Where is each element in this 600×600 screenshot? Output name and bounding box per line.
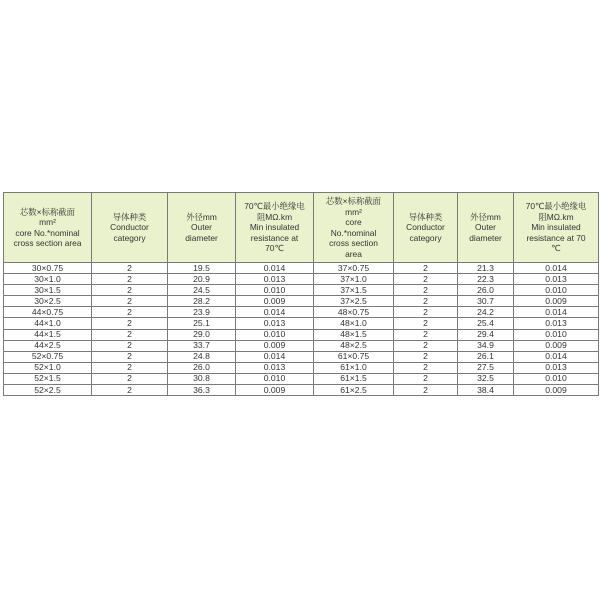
core-spec-cell: 44×2.5 (4, 340, 92, 351)
conductor-category-cell: 2 (92, 351, 168, 362)
table-row (4, 307, 599, 318)
outer-diameter-cell: 36.3 (168, 385, 236, 396)
conductor-category-cell: 2 (394, 296, 458, 307)
header-line: No.*nominal (330, 227, 377, 238)
outer-diameter-cell: 26.0 (458, 285, 514, 296)
insulation-resistance-cell: 0.014 (236, 351, 314, 362)
conductor-category-cell: 2 (92, 318, 168, 329)
header-conductor-category (92, 193, 168, 263)
core-spec-cell: 37×2.5 (314, 296, 394, 307)
core-spec-cell: 52×1.5 (4, 373, 92, 384)
outer-diameter-cell: 25.4 (458, 318, 514, 329)
table-row (4, 274, 599, 285)
header-min-insulation-resistance (236, 193, 314, 263)
outer-diameter-cell: 26.1 (458, 351, 514, 362)
core-spec-cell: 52×2.5 (4, 385, 92, 396)
insulation-resistance-cell: 0.013 (236, 318, 314, 329)
outer-diameter-cell: 21.3 (458, 263, 514, 274)
table-row (4, 263, 599, 274)
insulation-resistance-cell: 0.013 (514, 362, 599, 373)
insulation-resistance-cell: 0.014 (514, 263, 599, 274)
outer-diameter-cell: 24.2 (458, 307, 514, 318)
header-line: 70℃ (265, 243, 284, 254)
header-line: 阻MΩ.km (256, 211, 293, 222)
insulation-resistance-cell: 0.013 (236, 362, 314, 373)
insulation-resistance-cell: 0.010 (236, 373, 314, 384)
header-line: 外径mm (470, 211, 501, 222)
insulation-resistance-cell: 0.009 (514, 385, 599, 396)
outer-diameter-cell: 22.3 (458, 274, 514, 285)
outer-diameter-cell: 29.0 (168, 329, 236, 340)
outer-diameter-cell: 26.0 (168, 362, 236, 373)
cable-spec-table (3, 192, 599, 396)
conductor-category-cell: 2 (92, 285, 168, 296)
header-line: Min insulated (249, 222, 300, 233)
core-spec-cell: 37×1.5 (314, 285, 394, 296)
outer-diameter-cell: 25.1 (168, 318, 236, 329)
outer-diameter-cell: 27.5 (458, 362, 514, 373)
header-line: Conductor (406, 222, 445, 233)
core-spec-cell: 37×1.0 (314, 274, 394, 285)
table-row (4, 351, 599, 362)
insulation-resistance-cell: 0.014 (236, 307, 314, 318)
conductor-category-cell: 2 (92, 274, 168, 285)
conductor-category-cell: 2 (394, 285, 458, 296)
core-spec-cell: 48×0.75 (314, 307, 394, 318)
insulation-resistance-cell: 0.009 (236, 340, 314, 351)
conductor-category-cell: 2 (92, 373, 168, 384)
outer-diameter-cell: 20.9 (168, 274, 236, 285)
core-spec-cell: 44×1.0 (4, 318, 92, 329)
conductor-category-cell: 2 (92, 263, 168, 274)
header-row (4, 193, 599, 263)
outer-diameter-cell: 24.5 (168, 285, 236, 296)
header-line: ℃ (551, 243, 561, 254)
core-spec-cell: 61×0.75 (314, 351, 394, 362)
outer-diameter-cell: 24.8 (168, 351, 236, 362)
insulation-resistance-cell: 0.010 (514, 329, 599, 340)
header-line: cross section (329, 238, 378, 248)
insulation-resistance-cell: 0.013 (514, 318, 599, 329)
header-line: diameter (469, 232, 502, 243)
conductor-category-cell: 2 (92, 340, 168, 351)
header-line: 导体种类 (112, 211, 147, 222)
core-spec-cell: 61×2.5 (314, 385, 394, 396)
header-line: 导体种类 (408, 211, 443, 222)
insulation-resistance-cell: 0.013 (236, 274, 314, 285)
outer-diameter-cell: 19.5 (168, 263, 236, 274)
core-spec-cell: 48×1.5 (314, 329, 394, 340)
header-min-insulation-resistance-2 (514, 193, 599, 263)
table-row (4, 340, 599, 351)
insulation-resistance-cell: 0.009 (236, 385, 314, 396)
table-row (4, 385, 599, 396)
conductor-category-cell: 2 (394, 329, 458, 340)
conductor-category-cell: 2 (92, 296, 168, 307)
conductor-category-cell: 2 (394, 274, 458, 285)
core-spec-cell: 30×2.5 (4, 296, 92, 307)
outer-diameter-cell: 30.8 (168, 373, 236, 384)
outer-diameter-cell: 33.7 (168, 340, 236, 351)
table-row (4, 362, 599, 373)
header-outer-diameter-2 (458, 193, 514, 263)
header-line: category (409, 232, 442, 243)
core-spec-cell: 48×1.0 (314, 318, 394, 329)
header-line: 外径mm (186, 211, 217, 222)
core-spec-cell: 61×1.0 (314, 362, 394, 373)
conductor-category-cell: 2 (394, 307, 458, 318)
insulation-resistance-cell: 0.013 (514, 274, 599, 285)
insulation-resistance-cell: 0.014 (514, 307, 599, 318)
table-row (4, 373, 599, 384)
table-row (4, 329, 599, 340)
conductor-category-cell: 2 (92, 329, 168, 340)
conductor-category-cell: 2 (92, 385, 168, 396)
header-line: Outer (475, 222, 496, 233)
header-line: Outer (191, 222, 212, 233)
outer-diameter-cell: 34.9 (458, 340, 514, 351)
header-line: resistance at (250, 232, 299, 243)
header-line: 芯数×标称截面 (325, 196, 382, 206)
header-core-cross-section-2 (314, 193, 394, 263)
header-line: 70℃最小绝缘电 (525, 201, 587, 212)
header-line: mm² (39, 217, 56, 227)
table-row (4, 318, 599, 329)
outer-diameter-cell: 28.2 (168, 296, 236, 307)
header-outer-diameter (168, 193, 236, 263)
header-line: 70℃最小绝缘电 (244, 201, 305, 212)
header-line: Conductor (110, 222, 149, 233)
core-spec-cell: 52×0.75 (4, 351, 92, 362)
header-line: Min insulated (531, 222, 581, 233)
outer-diameter-cell: 23.9 (168, 307, 236, 318)
outer-diameter-cell: 29.4 (458, 329, 514, 340)
core-spec-cell: 30×1.0 (4, 274, 92, 285)
core-spec-cell: 37×0.75 (314, 263, 394, 274)
outer-diameter-cell: 30.7 (458, 296, 514, 307)
table-header (4, 193, 599, 263)
core-spec-cell: 48×2.5 (314, 340, 394, 351)
insulation-resistance-cell: 0.010 (236, 329, 314, 340)
header-line: core (345, 217, 362, 227)
core-spec-cell: 44×0.75 (4, 307, 92, 318)
insulation-resistance-cell: 0.014 (514, 351, 599, 362)
core-spec-cell: 30×1.5 (4, 285, 92, 296)
conductor-category-cell: 2 (92, 362, 168, 373)
outer-diameter-cell: 32.5 (458, 373, 514, 384)
conductor-category-cell: 2 (394, 385, 458, 396)
header-line: category (113, 232, 146, 243)
conductor-category-cell: 2 (92, 307, 168, 318)
table-row (4, 285, 599, 296)
header-line: 阻MΩ.km (538, 211, 574, 222)
header-line: resistance at 70 (526, 232, 586, 243)
header-core-cross-section (4, 193, 92, 263)
header-line: 芯数×标称截面 (19, 206, 76, 217)
conductor-category-cell: 2 (394, 373, 458, 384)
core-spec-cell: 52×1.0 (4, 362, 92, 373)
insulation-resistance-cell: 0.010 (236, 285, 314, 296)
core-spec-cell: 30×0.75 (4, 263, 92, 274)
conductor-category-cell: 2 (394, 263, 458, 274)
header-line: core No.*nominal (15, 227, 80, 238)
insulation-resistance-cell: 0.010 (514, 373, 599, 384)
core-spec-cell: 44×1.5 (4, 329, 92, 340)
header-line: mm² (345, 206, 362, 217)
header-line: area (345, 248, 362, 259)
conductor-category-cell: 2 (394, 340, 458, 351)
insulation-resistance-cell: 0.009 (514, 296, 599, 307)
table-body (4, 263, 599, 396)
insulation-resistance-cell: 0.009 (514, 340, 599, 351)
insulation-resistance-cell: 0.014 (236, 263, 314, 274)
core-spec-cell: 61×1.5 (314, 373, 394, 384)
insulation-resistance-cell: 0.009 (236, 296, 314, 307)
header-line: diameter (185, 232, 218, 243)
header-line: cross section area (13, 238, 82, 248)
insulation-resistance-cell: 0.010 (514, 285, 599, 296)
conductor-category-cell: 2 (394, 362, 458, 373)
table-row (4, 296, 599, 307)
conductor-category-cell: 2 (394, 318, 458, 329)
outer-diameter-cell: 38.4 (458, 385, 514, 396)
conductor-category-cell: 2 (394, 351, 458, 362)
header-conductor-category-2 (394, 193, 458, 263)
